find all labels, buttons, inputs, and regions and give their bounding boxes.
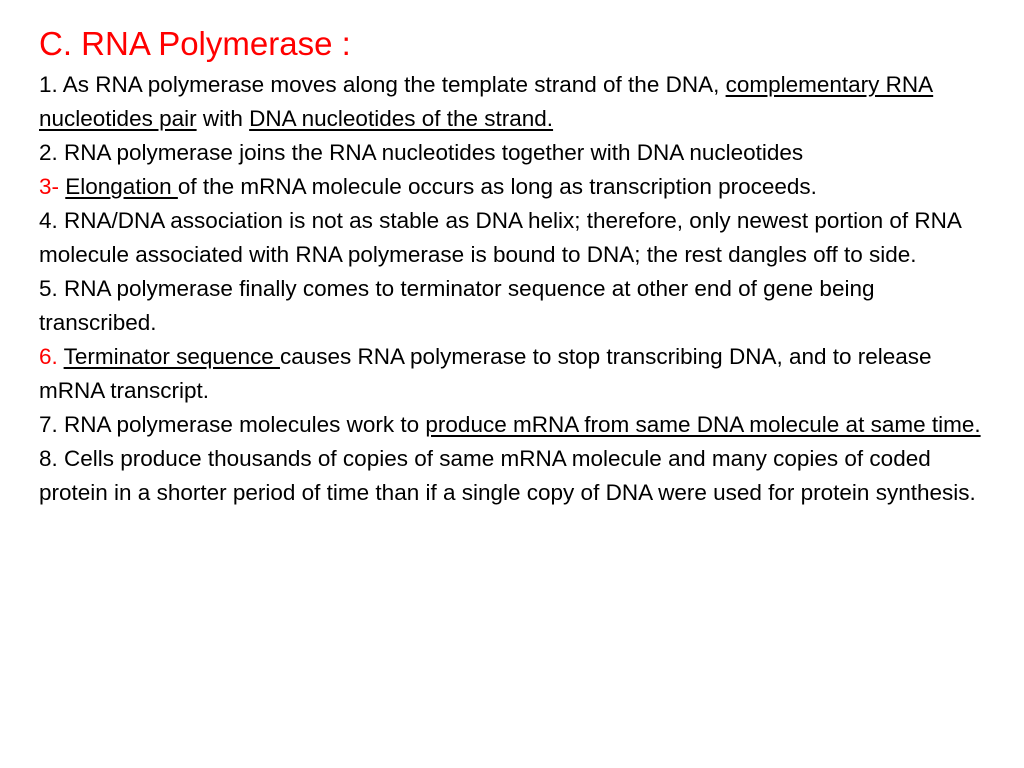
list-item-5: [39, 272, 989, 340]
slide-content: [39, 22, 989, 510]
slide-body: [39, 68, 989, 510]
item6-number: 6.: [39, 344, 64, 369]
item6-term: Terminator sequence: [63, 344, 280, 369]
item1-underlined-phrase-2: DNA nucleotides of the strand.: [249, 106, 554, 131]
item6-text: causes RNA polymerase to stop transcribing DNA, and to release mRNA transcript.: [39, 344, 932, 403]
list-item-3: [39, 170, 989, 204]
item3-term: Elongation: [65, 174, 178, 199]
item7-underlined-phrase: produce mRNA from same DNA molecule at same time.: [425, 412, 981, 437]
list-item-1: [39, 68, 989, 136]
slide-title: C. RNA Polymerase :: [39, 25, 351, 62]
item1-connector: with: [196, 106, 250, 131]
item7-text: 7. RNA polymerase molecules work to: [39, 412, 426, 437]
item2-text: 2. RNA polymerase joins the RNA nucleotides together with DNA nucleotides: [39, 140, 804, 165]
list-item-2: [39, 136, 989, 170]
item4-text: 4. RNA/DNA association is not as stable as DNA helix; therefore, only newest portion of RNA molecule associated with RNA polymerase is bound to DNA; the rest dangles off to side.: [39, 208, 961, 267]
list-item-6: [39, 340, 989, 408]
item1-text: 1. As RNA polymerase moves along the template strand of the DNA,: [39, 72, 726, 97]
list-item-4: [39, 204, 989, 272]
item3-text: of the mRNA molecule occurs as long as transcription proceeds.: [177, 174, 817, 199]
item8-text: 8. Cells produce thousands of copies of same mRNA molecule and many copies of coded protein in a shorter period of time than if a single copy of DNA were used for protein synthesis.: [39, 446, 976, 505]
item5-text: 5. RNA polymerase finally comes to terminator sequence at other end of gene being transcribed.: [39, 276, 875, 335]
list-item-8: [39, 442, 989, 510]
list-item-7: [39, 408, 989, 442]
item3-number: 3-: [39, 174, 66, 199]
item1-underlined-phrase-1: complementary RNA nucleotides pair: [39, 72, 934, 131]
